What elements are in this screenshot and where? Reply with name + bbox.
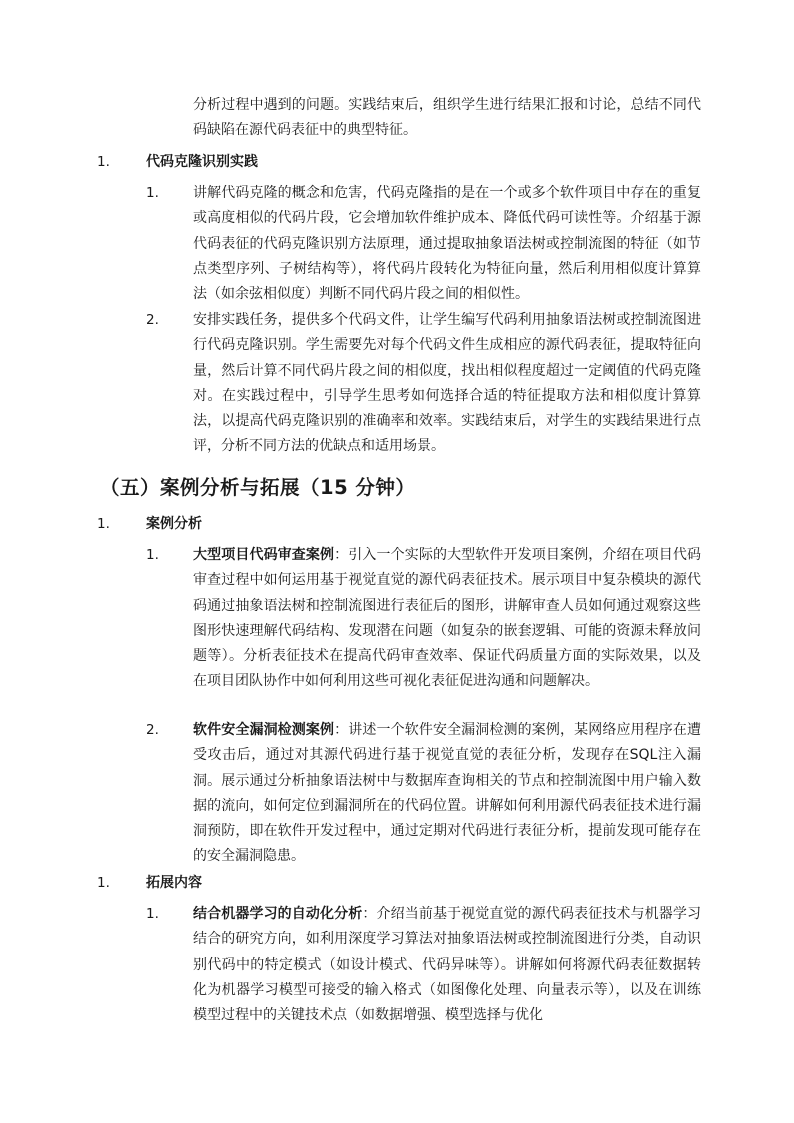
case-item-1-number: 1. [146,547,159,563]
extension-item-1-number: 1. [146,906,159,922]
case-item-2-body: ：讲述一个软件安全漏洞检测的案例，某网络应用程序在遭受攻击后，通过对其源代码进行基于视觉直觉的表征分析，发现存在SQL注入漏洞。展示通过分析抽象语法树中与数据库查询相关的节点和控制流图中用户输入数据的流向，如何定位到漏洞所在的代码位置。讲解如何利用源代码表征技术进行漏洞预防，即在软件开发过程中，通过定期对代码进行表征分析，提前发现可能存在的安全漏洞隐患。 [193,722,702,865]
clone-section-number: 1. [97,154,110,170]
case-item-2-bold: 软件安全漏洞检测案例 [193,722,335,738]
case-analysis-number: 1. [97,516,110,532]
section-heading: （五）案例分析与拓展（15 分钟） [100,476,416,499]
clone-item-2-text: 安排实践任务，提供多个代码文件，让学生编写代码利用抽象语法树或控制流图进行代码克隆识别。学生需要先对每个代码文件生成相应的源代码表征，提取特征向量，然后计算不同代码片段之间的相似度，找出相似程度超过一定阈值的代码克隆对。在实践过程中，引导学生思考如何选择合适的特征提取方法和相似度计算算法，以提高代码克隆识别的准确率和效率。实践结束后，对学生的实践结果进行点评，分析不同方法的优缺点和适用场景。 [193,312,701,455]
case-item-2-number: 2. [146,722,159,738]
extension-item-1-text [193,902,701,1028]
extension-title: 拓展内容 [146,875,202,891]
case-item-2-text [193,718,701,870]
clone-section-title: 代码克隆识别实践 [146,154,258,170]
extension-item-1-bold: 结合机器学习的自动化分析 [193,906,363,922]
case-item-1-body: ：引入一个实际的大型软件开发项目案例，介绍在项目代码审查过程中如何运用基于视觉直觉的源代码表征技术。展示项目中复杂模块的源代码通过抽象语法树和控制流图进行表征后的图形，讲解审查人员如何通过观察这些图形快速理解代码结构、发现潜在问题（如复杂的嵌套逻辑、可能的资源未释放问题等）。分析表征技术在提高代码审查效率、保证代码质量方面的实际效果，以及在项目团队协作中如何利用这些可视化表征促进沟通和问题解决。 [193,547,702,690]
clone-item-1-text: 讲解代码克隆的概念和危害，代码克隆指的是在一个或多个软件项目中存在的重复或高度相似的代码片段，它会增加软件维护成本、降低代码可读性等。介绍基于源代码表征的代码克隆识别方法原理，通过提取抽象语法树或控制流图的特征（如节点类型序列、子树结构等），将代码片段转化为特征向量，然后利用相似度计算算法（如余弦相似度）判断不同代码片段之间的相似性。 [193,185,701,303]
case-analysis-title: 案例分析 [146,516,202,532]
extension-number: 1. [97,875,110,891]
intro-paragraph: 分析过程中遇到的问题。实践结束后，组织学生进行结果汇报和讨论，总结不同代码缺陷在源代码表征中的典型特征。 [193,97,701,139]
extension-item-1-body: ：介绍当前基于视觉直觉的源代码表征技术与机器学习结合的研究方向，如利用深度学习算法对抽象语法树或控制流图进行分类，自动识别代码中的特定模式（如设计模式、代码异味等）。讲解如何将源代码表征数据转化为机器学习模型可接受的输入格式（如图像化处理、向量表示等），以及在训练模型过程中的关键技术点（如数据增强、模型选择与优化 [193,906,702,1024]
clone-item-1-number: 1. [146,185,159,201]
clone-item-2-number: 2. [146,312,159,328]
case-item-1-text [193,543,701,695]
case-item-1-bold: 大型项目代码审查案例 [193,547,335,563]
